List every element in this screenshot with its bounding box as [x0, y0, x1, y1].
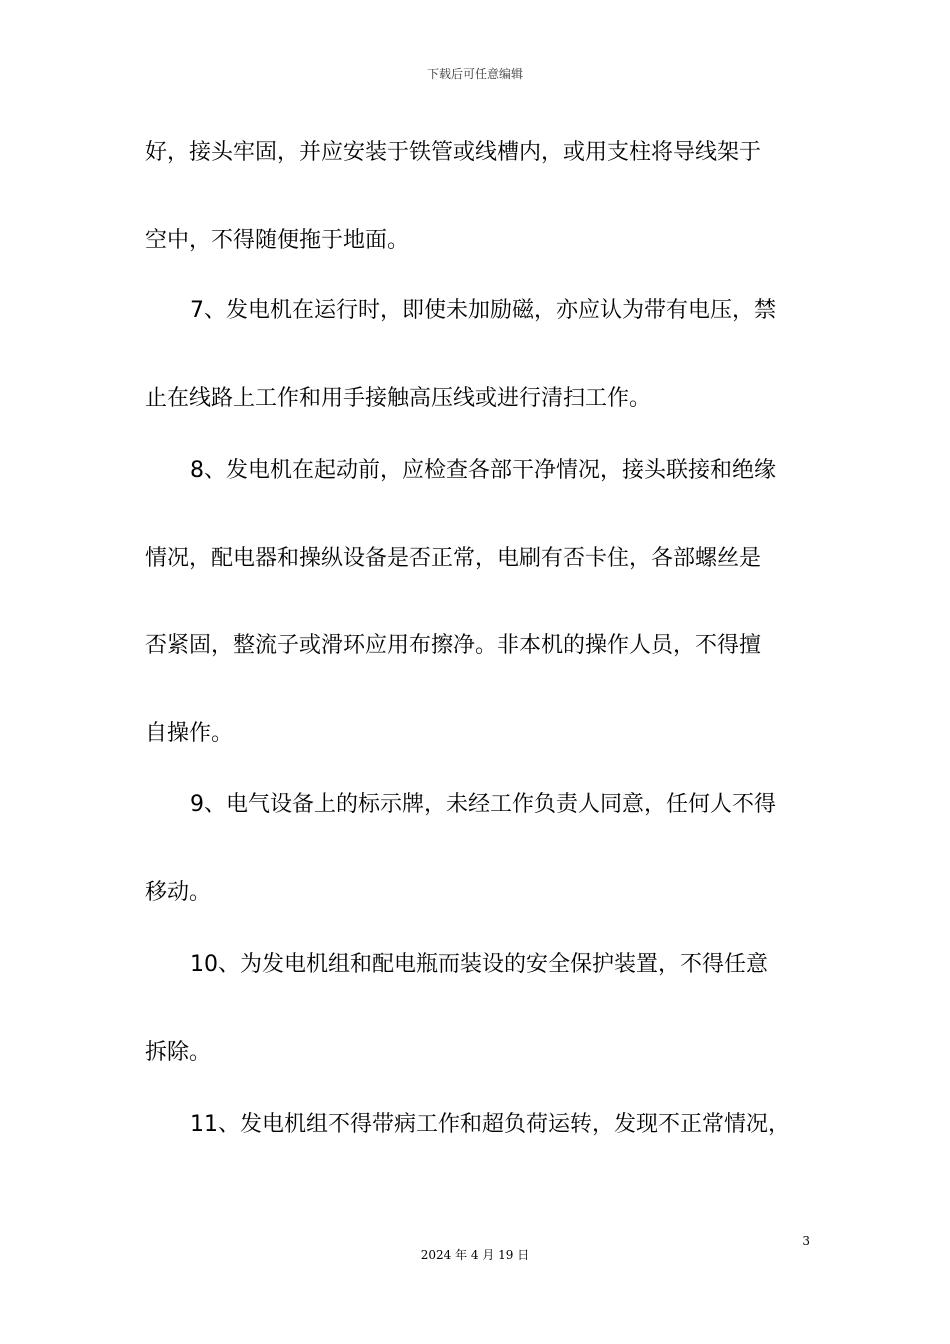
page-number: 3: [802, 1234, 810, 1248]
paragraph-start-line: 11、发电机组不得带病工作和超负荷运转，发现不正常情况，: [190, 1112, 790, 1137]
body-line: 止在线路上工作和用手接触高压线或进行清扫工作。: [145, 386, 652, 411]
body-line: 情况，配电器和操纵设备是否正常，电刷有否卡住，各部螺丝是: [145, 546, 762, 571]
body-line: 拆除。: [145, 1040, 212, 1065]
footer-date: 2024 年 4 月 19 日: [420, 1248, 530, 1262]
body-line: 自操作。: [145, 721, 234, 746]
paragraph-start-line: 9、电气设备上的标示牌，未经工作负责人同意，任何人不得: [190, 792, 776, 817]
body-line: 空中，不得随便拖于地面。: [145, 228, 410, 253]
page-header-note: 下载后可任意编辑: [426, 67, 523, 81]
paragraph-start-line: 7、发电机在运行时，即使未加励磁，亦应认为带有电压，禁: [190, 298, 776, 323]
paragraph-start-line: 10、为发电机组和配电瓶而装设的安全保护装置，不得任意: [190, 952, 768, 977]
body-line: 移动。: [145, 880, 212, 905]
body-line: 否紧固，整流子或滑环应用布擦净。非本机的操作人员，不得擅: [145, 633, 762, 658]
paragraph-start-line: 8、发电机在起动前，应检查各部干净情况，接头联接和绝缘: [190, 458, 776, 483]
body-line: 好，接头牢固，并应安装于铁管或线槽内，或用支柱将导线架于: [145, 140, 762, 165]
